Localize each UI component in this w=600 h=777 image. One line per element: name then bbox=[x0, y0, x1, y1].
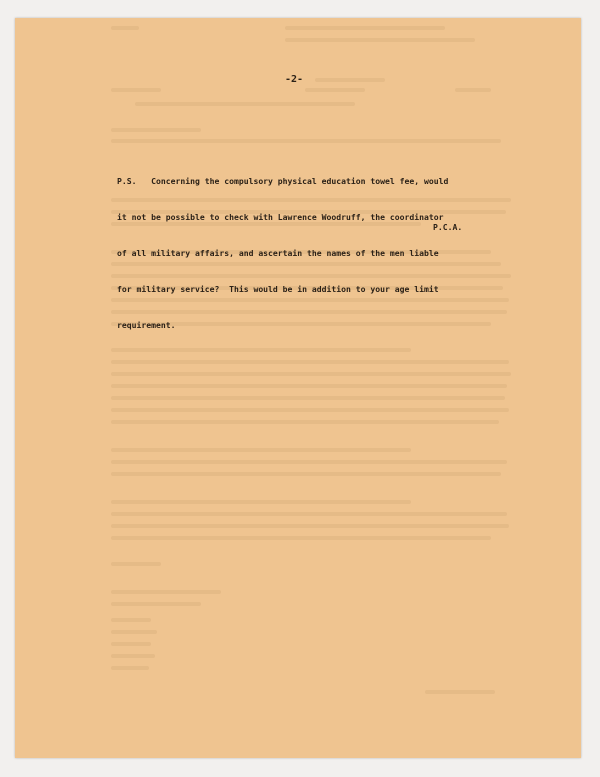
document-page bbox=[15, 18, 581, 758]
postscript-line: P.S. Concerning the compulsory physical education towel fee, would bbox=[117, 176, 449, 186]
postscript-line: of all military affairs, and ascertain the names of the men liable bbox=[117, 248, 439, 258]
postscript-line: it not be possible to check with Lawrence Woodruff, the coordinator bbox=[117, 212, 444, 222]
page-number: -2- bbox=[285, 74, 304, 85]
postscript-line: for military service? This would be in addition to your age limit bbox=[117, 284, 439, 294]
author-initials: P.C.A. bbox=[433, 222, 463, 232]
postscript-paragraph bbox=[117, 151, 517, 355]
postscript-line: requirement. bbox=[117, 320, 176, 330]
